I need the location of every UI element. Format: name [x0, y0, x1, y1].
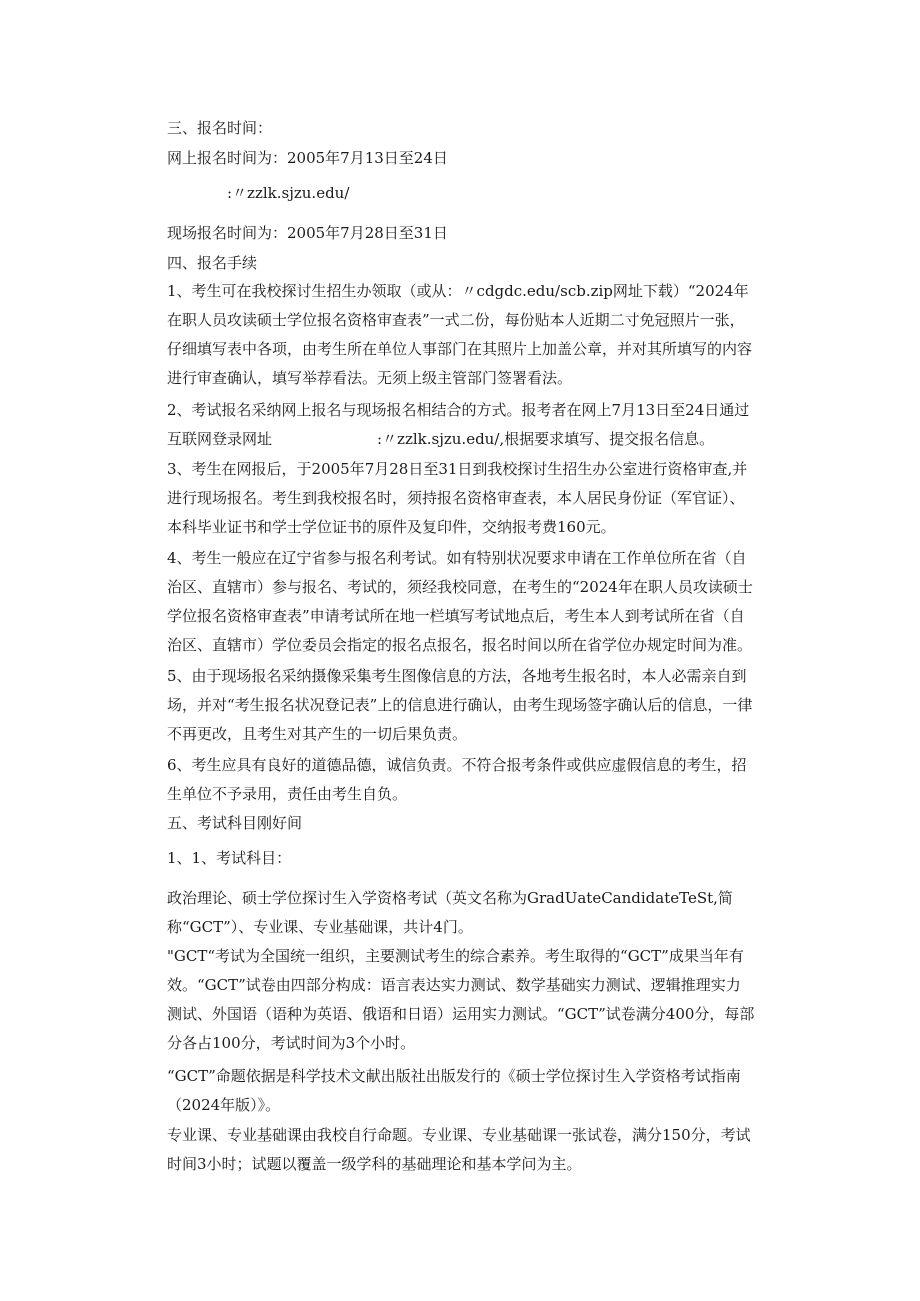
- section5-para4: 专业课、专业基础课由我校自行命题。专业课、专业基础课一张试卷，满分150分，考试时间3小时；试题以覆盖一级学科的基础理论和基本学问为主。: [167, 1126, 751, 1173]
- section3-heading: 三、报名时间：: [167, 119, 273, 137]
- section4-heading: 四、报名手续: [167, 254, 258, 272]
- section4-item2: 2、考试报名采纳网上报名与现场报名相结合的方式。报考者在网上7月13日至24日通过互联网登录网址 :〃zzlk.sjzu.edu/,根据要求填写、提交报名信息。: [167, 401, 750, 448]
- online-registration-url: :〃zzlk.sjzu.edu/: [227, 184, 350, 202]
- online-registration-time: 网上报名时间为：2005年7月13日至24日: [167, 149, 448, 167]
- onsite-registration-time: 现场报名时间为：2005年7月28日至31日: [167, 224, 448, 242]
- section5-heading: 五、考试科目刚好间: [167, 814, 303, 832]
- section5-para3: “GCT”命题依据是科学技术文献出版社出版发行的《硕士学位探讨生入学资格考试指南（2024年版）》。: [167, 1067, 741, 1114]
- section5-para1: 政治理论、硕士学位探讨生入学资格考试（英文名称为GradUateCandidateTeSt,简称“GCT”）、专业课、专业基础课，共计4门。: [167, 889, 733, 936]
- section4-item3: 3、考生在网报后，于2005年7月28日至31日到我校探讨生招生办公室进行资格审查,并进行现场报名。考生到我校报名时，须持报名资格审查表，本人居民身份证（军官证）、本科毕业证书和学士学位证书的原件及复印件，交纳报考费160元。: [167, 460, 748, 536]
- section4-item6: 6、考生应具有良好的道德品德，诚信负责。不符合报考条件或供应虚假信息的考生，招生单位不予录用，责任由考生自负。: [167, 756, 747, 803]
- section4-item5: 5、由于现场报名采纳摄像采集考生图像信息的方法，各地考生报名时，本人必需亲自到场，并对“考生报名状况登记表”上的信息进行确认，由考生现场签字确认后的信息，一律不再更改，且考生对其产生的一切后果负责。: [167, 667, 753, 743]
- section4-item1: 1、考生可在我校探讨生招生办领取（或从：〃cdgdc.edu/scb.zip网址下载）“2024年在职人员攻读硕士学位报名资格审查表”一式二份，每份贴本人近期二寸免冠照片一张，仔细填写表中各项，由考生所在单位人事部门在其照片上加盖公章，并对其所填写的内容进行审查确认，填写举荐看法。无须上级主管部门签署看法。: [167, 282, 753, 387]
- section4-item4: 4、考生一般应在辽宁省参与报名利考试。如有特别状况要求申请在工作单位所在省（自治区、直辖市）参与报名、考试的，须经我校同意，在考生的“2024年在职人员攻读硕士学位报名资格审查表”申请考试所在地一栏填写考试地点后，考生本人到考试所在省（自治区、直辖市）学位委员会指定的报名点报名，报名时间以所在省学位办规定时间为准。: [167, 549, 753, 654]
- section5-para2: "GCT“考试为全国统一组织，主要测试考生的综合素养。考生取得的“GCT”成果当年有效。“GCT”试卷由四部分构成：语言表达实力测试、数学基础实力测试、逻辑推理实力测试、外国语（语种为英语、俄语和日语）运用实力测试。“GCT”试卷满分400分，每部分各占100分，考试时间为3个小时。: [167, 947, 755, 1052]
- section5-subheading: 1、1、考试科目：: [167, 849, 292, 867]
